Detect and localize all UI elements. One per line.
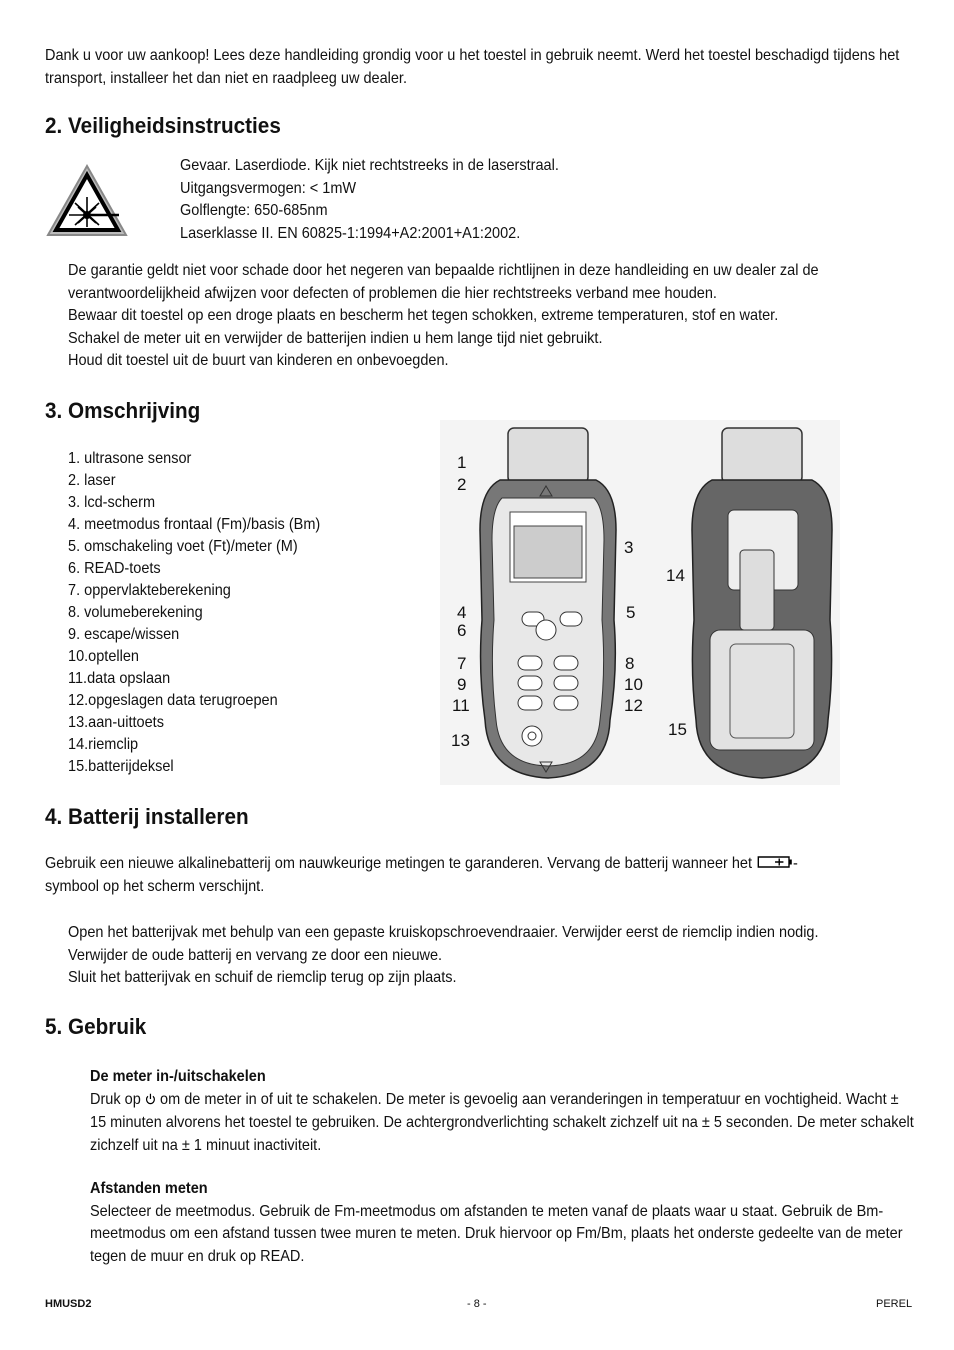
device-back [692, 428, 832, 778]
list-item: 2. laser [68, 472, 116, 489]
heading-battery: 4. Batterij installeren [45, 804, 249, 829]
callout-label: 10 [624, 675, 643, 694]
list-item: 3. lcd-scherm [68, 494, 156, 511]
device-front [480, 428, 616, 778]
safety-paragraphs: De garantie geldt niet voor schade door het negeren van bepaalde richtlijnen in deze handleiding en uw dealer zal de verantwoordelijkheid afwijzen voor defecten of problemen die hier rechtstreeks verband mee houden. Bewaar dit toestel op een droge plaats en bescherm het tegen schokken, extreme temperaturen, stof en water. Schakel de meter uit en verwijder de batterijen indien u hem lange tijd niet gebruikt. Houd dit toestel uit de buurt van kinderen en onbevoegden. [68, 262, 819, 369]
callout-label: 15 [668, 720, 687, 739]
usage-onoff: De meter in-/uitschakelen Druk op om de meter in of uit te schakelen. De meter is gevoelig aan veranderingen in temperatuur en vochtigheid. Wacht ± 15 minuten alvorens het toestel te gebruiken. De achtergrondverlichting schakelt zichzelf uit na ± 5 seconden. De meter schakelt zichzelf uit na ± 1 minuut inactiviteit. [90, 1068, 914, 1154]
laser-specs: Gevaar. Laserdiode. Kijk niet rechtstreeks in de laserstraal. Uitgangsvermogen: < 1mW Golflengte: 650-685nm Laserklasse II. EN 60825-1:1994+A2:2001+A1:2002. [180, 157, 559, 242]
footer-model: HMUSD2 [45, 1298, 92, 1310]
battery-paragraph: Gebruik een nieuwe alkalinebatterij om nauwkeurige metingen te garanderen. Vervang de batterij wanneer het - symbool op het scherm verschijnt. [45, 855, 798, 895]
list-item: 7. oppervlakteberekening [68, 582, 231, 599]
list-item: 1. ultrasone sensor [68, 450, 192, 467]
callout-label: 14 [666, 566, 685, 585]
list-item: 5. omschakeling voet (Ft)/meter (M) [68, 538, 298, 555]
callout-label: 5 [626, 603, 636, 622]
callout-label: 1 [457, 453, 467, 472]
heading-usage: 5. Gebruik [45, 1014, 147, 1039]
list-item: 11.data opslaan [68, 670, 171, 687]
battery-icon [758, 853, 793, 876]
callout-label: 11 [452, 696, 470, 715]
list-item: 8. volumeberekening [68, 604, 203, 621]
list-item: 15.batterijdeksel [68, 758, 174, 775]
heading-safety: 2. Veiligheidsinstructies [45, 113, 281, 138]
list-item: 10.optellen [68, 648, 139, 665]
callout-label: 8 [625, 654, 635, 673]
usage-distance: Afstanden meten Selecteer de meetmodus. Gebruik de Fm-meetmodus om afstanden te meten vanaf de plaats waar u staat. Gebruik de Bm-meetmodus om een afstand tussen twee muren te meten. Druk hiervoor op Fm/Bm, plaats het onderste gedeelte van de meter tegen de muur en druk op READ. [90, 1180, 903, 1265]
callout-label: 12 [624, 696, 643, 715]
battery-steps: Open het batterijvak met behulp van een gepaste kruiskopschroevendraaier. Verwijder eerst de riemclip indien nodig. Verwijder de oude batterij en vervang ze door een nieuwe. Sluit het batterijvak en schuif de riemclip terug op zijn plaats. [68, 924, 819, 986]
callout-label: 4 [457, 603, 467, 622]
list-item: 12.opgeslagen data terugroepen [68, 692, 278, 709]
footer-page-number: - 8 - [467, 1298, 487, 1310]
list-item: 14.riemclip [68, 736, 139, 753]
power-icon [145, 1090, 156, 1113]
list-item: 4. meetmodus frontaal (Fm)/basis (Bm) [68, 516, 321, 533]
callout-label: 9 [457, 675, 467, 694]
laser-warning-icon [45, 163, 129, 244]
heading-description: 3. Omschrijving [45, 398, 201, 423]
callout-label: 3 [624, 538, 634, 557]
list-item: 6. READ-toets [68, 560, 161, 577]
list-item: 13.aan-uittoets [68, 714, 164, 731]
callout-label: 13 [451, 731, 470, 750]
list-item: 9. escape/wissen [68, 626, 180, 643]
callout-label: 2 [457, 475, 467, 494]
footer-brand: PEREL [876, 1298, 913, 1310]
callout-label: 6 [457, 621, 467, 640]
device-illustration [440, 420, 840, 785]
callout-label: 7 [457, 654, 467, 673]
device-figure [440, 420, 840, 785]
intro-paragraph: Dank u voor uw aankoop! Lees deze handleiding grondig voor u het toestel in gebruik neemt. Werd het toestel beschadigd tijdens het transport, installeer het dan niet en raadpleeg uw dealer. [45, 47, 900, 87]
